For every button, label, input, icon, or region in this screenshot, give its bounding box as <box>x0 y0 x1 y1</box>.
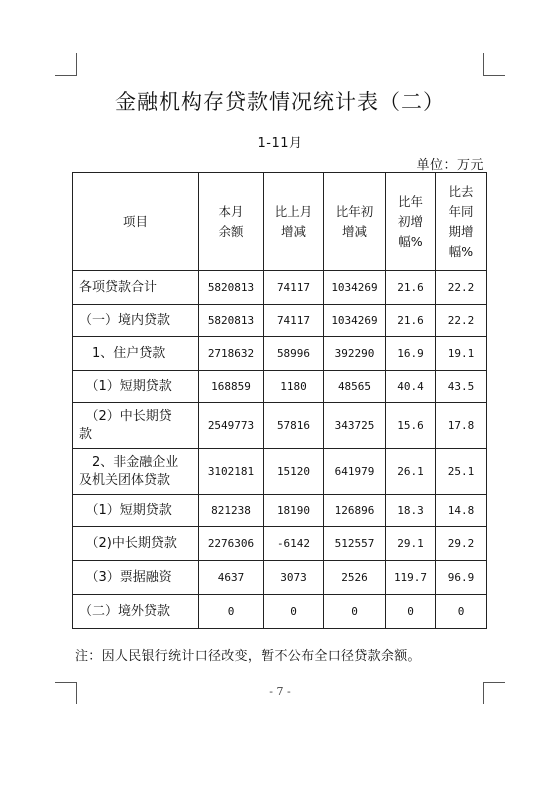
row-label-text: （1）短期贷款 <box>79 502 172 518</box>
column-header-text: 本月 <box>218 203 244 219</box>
table-cell: 5820813 <box>199 305 264 337</box>
table-cell: 2718632 <box>199 337 264 371</box>
table-cell: 17.8 <box>436 403 487 449</box>
table-cell: 74117 <box>264 271 324 305</box>
crop-mark-top-left <box>55 75 77 76</box>
table-cell: 25.1 <box>436 449 487 495</box>
table-cell: 4637 <box>199 561 264 595</box>
table-cell: 2526 <box>324 561 386 595</box>
column-header <box>436 173 487 271</box>
row-label <box>73 527 199 561</box>
row-label-text: 及机关团体贷款 <box>79 472 171 488</box>
table-cell: 18.3 <box>386 495 436 527</box>
table-row <box>73 595 487 629</box>
table-cell: 3102181 <box>199 449 264 495</box>
table-header-row <box>73 173 487 271</box>
row-label <box>73 403 199 449</box>
column-header-text: 比年初 <box>335 203 374 219</box>
column-header <box>199 173 264 271</box>
period-label: 1-11月 <box>257 136 303 151</box>
table-cell: 168859 <box>199 371 264 403</box>
column-header-text: 增减 <box>280 223 306 239</box>
crop-mark-top-right <box>483 53 484 75</box>
table-cell: 641979 <box>324 449 386 495</box>
row-label-text: 款 <box>79 426 93 442</box>
row-label <box>73 305 199 337</box>
column-header <box>264 173 324 271</box>
table-cell: 392290 <box>324 337 386 371</box>
column-header-text: 比去 <box>448 183 474 199</box>
table-cell: 96.9 <box>436 561 487 595</box>
table-cell: 1034269 <box>324 305 386 337</box>
row-label-text: （2）中长期贷 <box>79 408 172 424</box>
row-label-text: （2)中长期贷款 <box>79 535 177 551</box>
table-cell: 0 <box>436 595 487 629</box>
column-header <box>324 173 386 271</box>
unit-label: 单位：万元 <box>416 158 484 173</box>
table-row <box>73 495 487 527</box>
footnote: 注：因人民银行统计口径改变，暂不公布全口径贷款余额。 <box>75 649 421 664</box>
table-cell: 0 <box>324 595 386 629</box>
table-row <box>73 371 487 403</box>
crop-mark-top-left <box>76 53 77 75</box>
table-cell: 15120 <box>264 449 324 495</box>
row-label-text: 各项贷款合计 <box>79 279 158 295</box>
table-cell: 3073 <box>264 561 324 595</box>
table-cell: 126896 <box>324 495 386 527</box>
column-header <box>73 173 199 271</box>
table-cell: 821238 <box>199 495 264 527</box>
column-header-text: 增减 <box>341 223 367 239</box>
table-cell: 0 <box>264 595 324 629</box>
table-cell: 43.5 <box>436 371 487 403</box>
page-title: 金融机构存贷款情况统计表（二） <box>115 90 445 114</box>
table-cell: 119.7 <box>386 561 436 595</box>
crop-mark-bottom-left <box>55 682 77 683</box>
row-label-text: 2、非金融企业 <box>79 454 179 470</box>
table-cell: 74117 <box>264 305 324 337</box>
table-cell: 1034269 <box>324 271 386 305</box>
table-cell: -6142 <box>264 527 324 561</box>
table-cell: 0 <box>386 595 436 629</box>
row-label-text: （二）境外贷款 <box>79 603 171 619</box>
table-cell: 19.1 <box>436 337 487 371</box>
crop-mark-top-right <box>483 75 505 76</box>
row-label <box>73 371 199 403</box>
column-header-text: 初增 <box>397 213 423 229</box>
column-header-text: 期增 <box>448 223 474 239</box>
table-row <box>73 271 487 305</box>
table-cell: 21.6 <box>386 305 436 337</box>
table-row <box>73 527 487 561</box>
table-cell: 48565 <box>324 371 386 403</box>
table-cell: 15.6 <box>386 403 436 449</box>
row-label-text: （1）短期贷款 <box>79 378 172 394</box>
table-cell: 0 <box>199 595 264 629</box>
table-cell: 2276306 <box>199 527 264 561</box>
column-header-text: 幅% <box>448 243 474 259</box>
table-cell: 2549773 <box>199 403 264 449</box>
column-header-text: 幅% <box>398 233 423 249</box>
row-label <box>73 495 199 527</box>
table-cell: 29.2 <box>436 527 487 561</box>
table-cell: 58996 <box>264 337 324 371</box>
table-cell: 40.4 <box>386 371 436 403</box>
column-header-text: 余额 <box>218 223 244 239</box>
table-row <box>73 337 487 371</box>
crop-mark-bottom-right <box>483 682 505 683</box>
row-label <box>73 561 199 595</box>
column-header-text: 比上月 <box>274 203 313 219</box>
row-label <box>73 271 199 305</box>
table-row <box>73 403 487 449</box>
table-cell: 21.6 <box>386 271 436 305</box>
column-header-text: 项目 <box>122 213 148 229</box>
table-cell: 57816 <box>264 403 324 449</box>
table-row <box>73 305 487 337</box>
table-cell: 5820813 <box>199 271 264 305</box>
page-number: - 7 - <box>269 685 291 698</box>
table-row <box>73 561 487 595</box>
loan-statistics-table <box>72 172 487 629</box>
column-header <box>386 173 436 271</box>
table-cell: 26.1 <box>386 449 436 495</box>
column-header-text: 比年 <box>397 193 423 209</box>
row-label <box>73 449 199 495</box>
row-label-text: （一）境内贷款 <box>79 312 171 328</box>
row-label <box>73 595 199 629</box>
table-cell: 512557 <box>324 527 386 561</box>
table-cell: 22.2 <box>436 271 487 305</box>
table-cell: 18190 <box>264 495 324 527</box>
row-label-text: （3）票据融资 <box>79 569 172 585</box>
table-cell: 14.8 <box>436 495 487 527</box>
column-header-text: 年同 <box>448 203 474 219</box>
table-cell: 16.9 <box>386 337 436 371</box>
table-cell: 22.2 <box>436 305 487 337</box>
row-label <box>73 337 199 371</box>
table-row <box>73 449 487 495</box>
table-cell: 343725 <box>324 403 386 449</box>
table-cell: 1180 <box>264 371 324 403</box>
table-cell: 29.1 <box>386 527 436 561</box>
row-label-text: 1、住户贷款 <box>79 345 166 361</box>
